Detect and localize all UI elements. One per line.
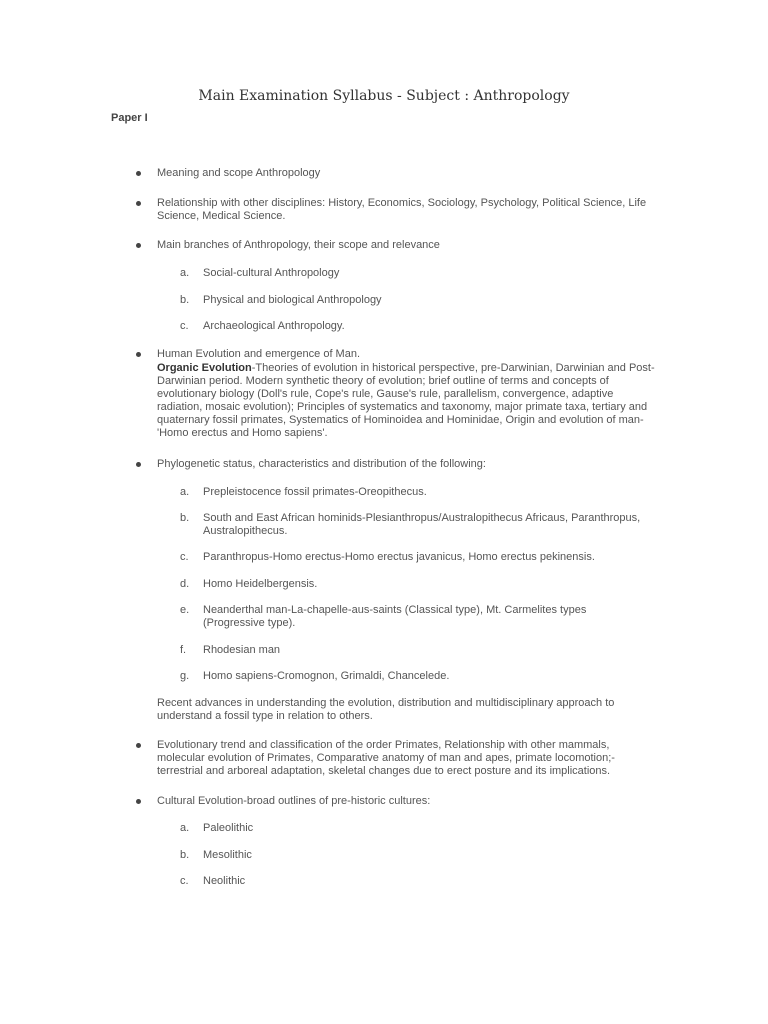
- sub-item: Paleolithic: [203, 822, 254, 834]
- bullet-icon: [136, 352, 141, 357]
- sub-item: Homo Heidelbergensis.: [203, 578, 318, 590]
- sub-item: Neolithic: [203, 875, 246, 887]
- list-item: Main branches of Anthropology, their scope and relevance: [157, 239, 440, 251]
- sub-item: Homo sapiens-Cromognon, Grimaldi, Chancelede.: [203, 670, 450, 682]
- sub-item-letter: c.: [180, 320, 189, 332]
- sub-item: Rhodesian man: [203, 644, 281, 656]
- list-item: Evolutionary trend and classification of the order Primates, Relationship with other mammals, molecular evolution of Primates, Comparative anatomy of man and apes, primate locomotion;-terrestrial and arboreal adaptation, skeletal changes due to erect posture and its implications.: [157, 739, 615, 777]
- sub-item-letter: a.: [180, 267, 190, 279]
- sub-item-letter: b.: [180, 294, 190, 306]
- bullet-icon: [136, 243, 141, 248]
- bullet-icon: [136, 462, 141, 467]
- bullet-icon: [136, 799, 141, 804]
- sub-item: Mesolithic: [203, 849, 252, 861]
- sub-item-letter: c.: [180, 551, 189, 563]
- sub-item-letter: a.: [180, 486, 190, 498]
- sub-item: Physical and biological Anthropology: [203, 294, 382, 306]
- organic-evolution-paragraph: [157, 362, 655, 440]
- sub-item-letter: f.: [180, 644, 187, 656]
- sub-item: Archaeological Anthropology.: [203, 320, 345, 332]
- sub-item-letter: b.: [180, 849, 190, 861]
- paper-heading: Paper I: [111, 112, 148, 124]
- organic-evolution-label: Organic Evolution: [157, 362, 252, 374]
- sub-item: South and East African hominids-Plesianthropus/Australopithecus Africaus, Paranthropus, Australopithecus.: [203, 512, 641, 537]
- list-item: Human Evolution and emergence of Man.: [157, 348, 361, 360]
- sub-item: Prepleistocence fossil primates-Oreopithecus.: [203, 486, 427, 498]
- sub-item-letter: b.: [180, 512, 190, 524]
- sub-item-letter: g.: [180, 670, 190, 682]
- sub-item-letter: c.: [180, 875, 189, 887]
- list-item: Meaning and scope Anthropology: [157, 167, 321, 179]
- sub-item-letter: d.: [180, 578, 190, 590]
- recent-advances-paragraph: Recent advances in understanding the evolution, distribution and multidisciplinary approach to understand a fossil type in relation to others.: [157, 697, 615, 722]
- list-item: Cultural Evolution-broad outlines of pre-historic cultures:: [157, 795, 431, 807]
- sub-item-letter: a.: [180, 822, 190, 834]
- bullet-icon: [136, 201, 141, 206]
- sub-item: Paranthropus-Homo erectus-Homo erectus javanicus, Homo erectus pekinensis.: [203, 551, 595, 563]
- sub-item: Social-cultural Anthropology: [203, 267, 340, 279]
- list-item: Phylogenetic status, characteristics and distribution of the following:: [157, 458, 486, 470]
- list-item: Relationship with other disciplines: History, Economics, Sociology, Psychology, Political Science, Life Science, Medical Science.: [157, 197, 647, 222]
- bullet-icon: [136, 743, 141, 748]
- sub-item-letter: e.: [180, 604, 190, 616]
- organic-evolution-text: -Theories of evolution in historical perspective, pre-Darwinian, Darwinian and Post-Darwinian period. Modern synthetic theory of evolution; brief outline of terms and concepts of evolutionary biology (Doll's rule, Cope's rule, Gause's rule, parallelism, convergence, adaptive radiation, mosaic evolution); Principles of systematics and taxonomy, major primate taxa, tertiary and quaternary fossil primates, Systematics of Hominoidea and Hominidae, Origin and evolution of man-'Homo erectus and Homo sapiens'.: [157, 362, 655, 439]
- page-title: Main Examination Syllabus - Subject : Anthropology: [198, 88, 570, 104]
- bullet-icon: [136, 171, 141, 176]
- sub-item: Neanderthal man-La-chapelle-aus-saints (Classical type), Mt. Carmelites types (Progressive type).: [203, 604, 587, 629]
